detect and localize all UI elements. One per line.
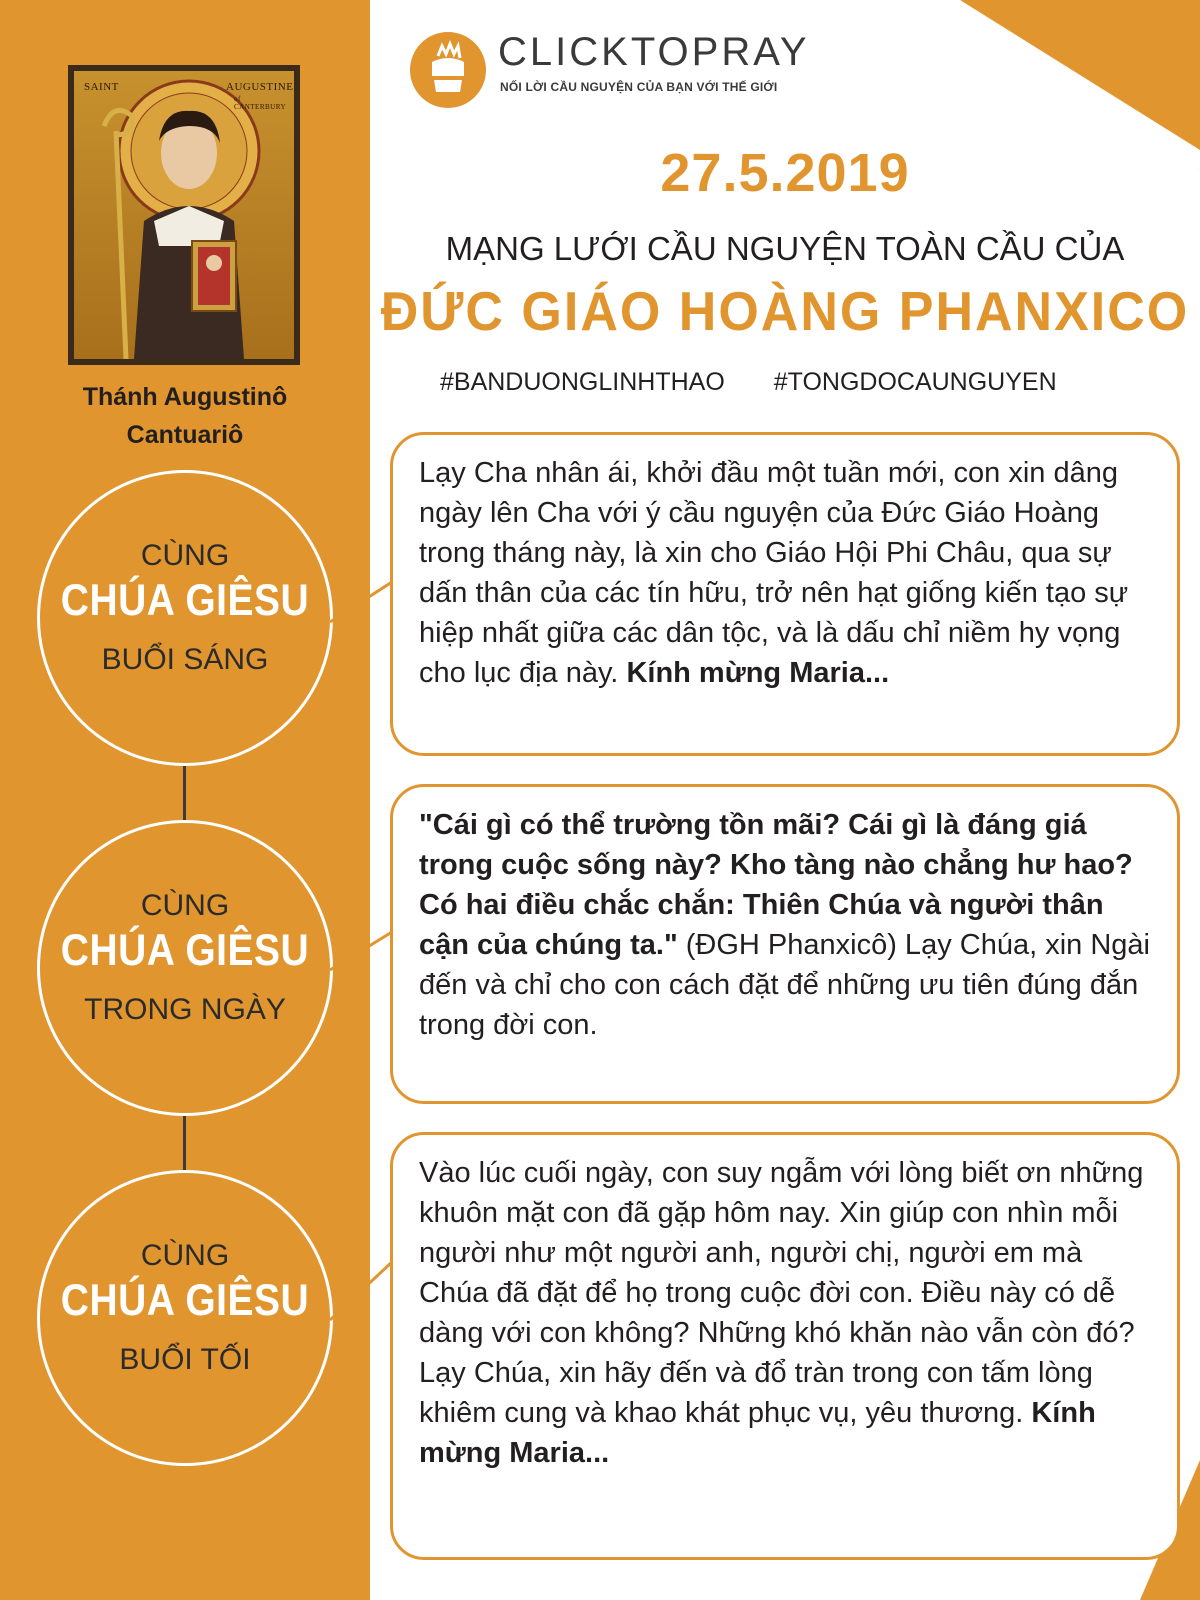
prayer-closing: Kính mừng Maria...	[626, 657, 890, 689]
circle-top-label: CÙNG	[140, 539, 230, 572]
evening-prayer-box	[390, 1132, 1180, 1560]
circle-top-label: CÙNG	[140, 889, 230, 922]
pope-quote: "Cái gì có thể trường tồn mãi? Cái gì là đáng giá trong cuộc sống này? Kho tàng nào chẳng hư hao? Có hai điều chắc chắn: Thiên Chúa và người thân cận của chúng ta."	[419, 809, 1133, 961]
prayer-text: Vào lúc cuối ngày, con suy ngẫm với lòng biết ơn những khuôn mặt con đã gặp hôm nay. Xin giúp con nhìn mỗi người như một người anh, người chị, người em mà Chúa đã đặt để họ trong cuộc đời con. Điều này có dễ dàng với con không? Những khó khăn nào vẫn còn đó? Lạy Chúa, xin hãy đến và đổ tràn trong con tấm lòng khiêm cung và khao khát phục vụ, yêu thương.	[419, 1157, 1144, 1429]
circle-time-label: BUỔI TỐI	[119, 1343, 251, 1376]
date: 27.5.2019	[660, 143, 910, 203]
day-circle	[37, 820, 333, 1116]
hashtag: #BANDUONGLINHTHAO	[440, 368, 725, 396]
clicktopray-logo-icon	[410, 32, 486, 108]
prayer-text: (ĐGH Phanxicô) Lạy Chúa, xin Ngài đến và chỉ cho con cách đặt để những ưu tiên đúng đắn trong đời con.	[419, 929, 1150, 1041]
saint-figure-icon	[74, 71, 294, 359]
morning-prayer-box	[390, 432, 1180, 756]
morning-circle	[37, 470, 333, 766]
brand-tagline: NỐI LỜI CẦU NGUYỆN CỦA BẠN VỚI THẾ GIỚI	[500, 80, 778, 94]
network-title: MẠNG LƯỚI CẦU NGUYỆN TOÀN CẦU CỦA	[445, 230, 1125, 267]
circle-top-label: CÙNG	[140, 1239, 230, 1272]
circle-main-label: CHÚA GIÊSU	[60, 575, 310, 626]
circle-time-label: TRONG NGÀY	[84, 993, 286, 1026]
circle-main-label: CHÚA GIÊSU	[60, 925, 310, 976]
circle-time-label: BUỔI SÁNG	[101, 643, 269, 676]
prayer-text: Lạy Cha nhân ái, khởi đầu một tuần mới, con xin dâng ngày lên Cha với ý cầu nguyện của Đức Giáo Hoàng trong tháng này, là xin cho Giáo Hội Phi Châu, qua sự dấn thân của các tín hữu, trở nên hạt giống kiến tạo sự hiệp nhất giữa các dân tộc, và là dấu chỉ niềm hy vọng cho lục địa này.	[419, 457, 1129, 689]
saint-name	[0, 378, 370, 454]
saint-name-line2: Cantuariô	[126, 421, 244, 449]
pope-title: ĐỨC GIÁO HOÀNG PHANXICO	[380, 281, 1190, 343]
day-prayer-box	[390, 784, 1180, 1104]
icon-label-canterbury: of CANTERBURY	[234, 95, 287, 111]
evening-circle	[37, 1170, 333, 1466]
hashtag: #TONGDOCAUNGUYEN	[773, 368, 1057, 396]
saint-icon-painting	[68, 65, 300, 365]
circle-main-label: CHÚA GIÊSU	[60, 1275, 310, 1326]
prayer-closing: Kính mừng Maria...	[419, 1397, 1096, 1469]
saint-name-line1: Thánh Augustinô	[82, 383, 288, 411]
icon-label-saint: SAINT	[84, 81, 119, 93]
icon-label-augustine: AUGUSTINE	[226, 81, 294, 93]
hashtags	[440, 368, 1099, 397]
brand-title: CLICKTOPRAY	[498, 30, 810, 74]
